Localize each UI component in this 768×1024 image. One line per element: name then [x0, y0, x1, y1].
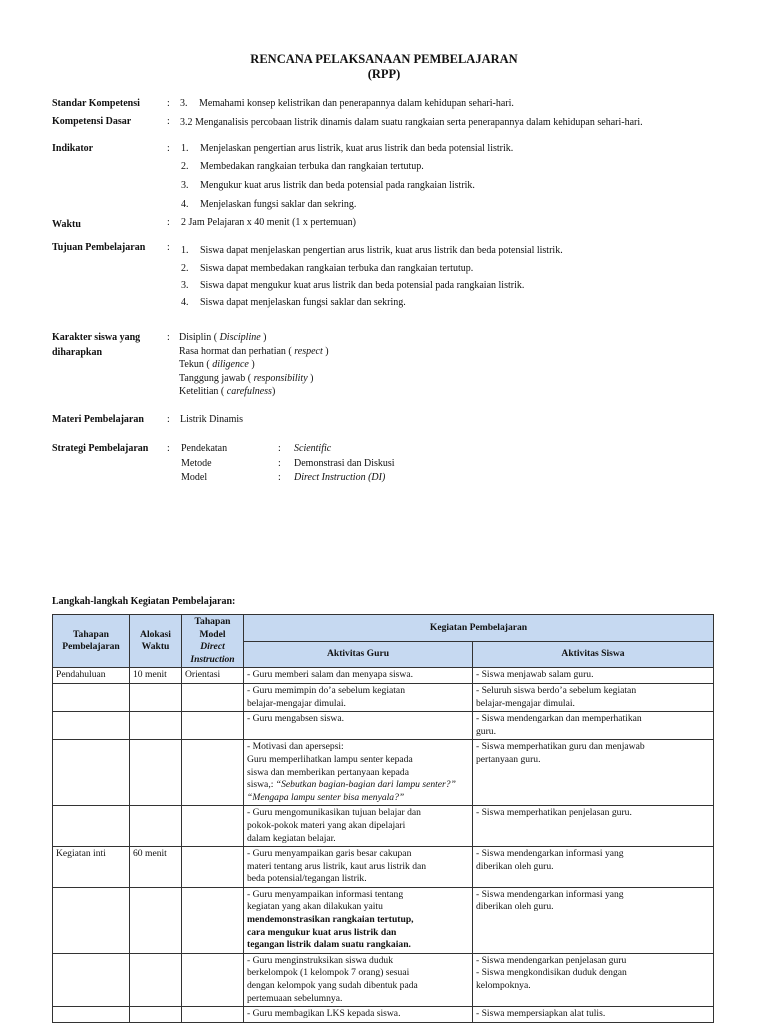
karakter-item: Tekun ( diligence ) [179, 359, 255, 370]
cell-guru: - Guru menyampaikan garis besar cakupan materi tentang arus listrik, kaut arus listrik dan beda potensial/tegangan listrik. [244, 847, 473, 888]
materi-label: Materi Pembelajaran [52, 414, 144, 425]
cell-tahapan [53, 1007, 130, 1023]
cell-waktu: 10 menit [130, 668, 182, 684]
cell-siswa: - Siswa memperhatikan guru dan menjawab pertanyaan guru. [473, 740, 714, 806]
strategi-key: Metode [181, 458, 212, 469]
cell-waktu: 60 menit [130, 847, 182, 888]
tujuan-label: Tujuan Pembelajaran [52, 242, 146, 253]
strategi-key: Pendekatan [181, 443, 228, 454]
cell-tahapan [53, 806, 130, 847]
cell-model [182, 953, 244, 1006]
karakter-label-2: diharapkan [52, 347, 103, 358]
strategi-value: Scientific [294, 443, 332, 454]
karakter-item: Rasa hormat dan perhatian ( respect ) [179, 346, 329, 357]
kompetensi-text: 3.2 Menganalisis percobaan listrik dinamis dalam suatu rangkaian serta penerapannya dalam kehidupan sehari-hari. [180, 117, 643, 128]
table-row [53, 1007, 714, 1023]
karakter-label: Karakter siswa yang [52, 332, 141, 343]
cell-siswa: - Siswa mendengarkan dan memperhatikan guru. [473, 712, 714, 740]
indikator-item: Mengukur kuat arus listrik dan beda potensial pada rangkaian listrik. [200, 180, 475, 191]
header-siswa: Aktivitas Siswa [473, 641, 714, 668]
header-tahapan: Tahapan Pembelajaran [53, 615, 130, 668]
colon: : [278, 443, 281, 454]
cell-guru: - Motivasi dan apersepsi: Guru memperlihatkan lampu senter kepada siswa dan memberikan pertanyaan kepada siswa,: “Sebutkan bagian-bagian dari lampu senter?” “Mengapa lampu senter bisa menyala?” [244, 740, 473, 806]
indikator-item: Membedakan rangkaian terbuka dan rangkaian tertutup. [200, 161, 424, 172]
tujuan-num: 1. [181, 245, 189, 256]
materi-text: Listrik Dinamis [180, 414, 244, 425]
cell-siswa: - Siswa memperhatikan penjelasan guru. [473, 806, 714, 847]
cell-waktu [130, 712, 182, 740]
colon: : [167, 143, 170, 154]
colon: : [278, 458, 281, 469]
tujuan-num: 3. [181, 280, 189, 291]
kompetensi-label: Kompetensi Dasar [52, 116, 132, 127]
cell-guru: - Guru mengomunikasikan tujuan belajar dan pokok-pokok materi yang akan dipelajari dalam kegiatan belajar. [244, 806, 473, 847]
cell-guru: - Guru memimpin do’a sebelum kegiatan belajar-mengajar dimulai. [244, 683, 473, 711]
cell-model [182, 712, 244, 740]
langkah-heading: Langkah-langkah Kegiatan Pembelajaran: [52, 596, 236, 607]
cell-model [182, 847, 244, 888]
strategi-key: Model [181, 472, 208, 483]
karakter-item: Tanggung jawab ( responsibility ) [179, 373, 314, 384]
karakter-item: Ketelitian ( carefulness) [179, 386, 276, 397]
document-title: RENCANA PELAKSANAAN PEMBELAJARAN [250, 52, 518, 66]
standar-text: Memahami konsep kelistrikan dan penerapannya dalam kehidupan sehari-hari. [199, 98, 514, 109]
cell-model [182, 1007, 244, 1023]
tujuan-item: Siswa dapat menjelaskan pengertian arus listrik, kuat arus listrik dan beda potensial listrik. [200, 245, 563, 256]
colon: : [167, 414, 170, 425]
tujuan-item: Siswa dapat mengukur kuat arus listrik dan beda potensial pada rangkaian listrik. [200, 280, 525, 291]
header-alokasi: Alokasi Waktu [130, 615, 182, 668]
strategi-label: Strategi Pembelajaran [52, 443, 149, 454]
table-row [53, 847, 714, 888]
cell-siswa: - Seluruh siswa berdo’a sebelum kegiatan belajar-mengajar dimulai. [473, 683, 714, 711]
indikator-item: Menjelaskan pengertian arus listrik, kuat arus listrik dan beda potensial listrik. [200, 143, 514, 154]
indikator-num: 1. [181, 143, 189, 154]
tujuan-item: Siswa dapat menjelaskan fungsi saklar dan sekring. [200, 297, 406, 308]
cell-guru: - Guru memberi salam dan menyapa siswa. [244, 668, 473, 684]
cell-waktu [130, 740, 182, 806]
cell-siswa: - Siswa menjawab salam guru. [473, 668, 714, 684]
cell-tahapan: Pendahuluan [53, 668, 130, 684]
table-row [53, 668, 714, 684]
cell-tahapan [53, 887, 130, 953]
colon: : [278, 472, 281, 483]
waktu-text: 2 Jam Pelajaran x 40 menit (1 x pertemuan) [181, 217, 356, 228]
cell-tahapan [53, 683, 130, 711]
colon: : [167, 332, 170, 343]
cell-siswa: - Siswa mendengarkan penjelasan guru - Siswa mengkondisikan duduk dengan kelompoknya. [473, 953, 714, 1006]
cell-guru: - Guru menginstruksikan siswa duduk berkelompok (1 kelompok 7 orang) sesuai dengan kelompok yang sudah dibentuk pada pertemuaan sebelumnya. [244, 953, 473, 1006]
document-subtitle: (RPP) [367, 67, 401, 81]
karakter-item: Disiplin ( Discipline ) [179, 332, 267, 343]
indikator-label: Indikator [52, 143, 94, 154]
table-row [53, 953, 714, 1006]
cell-model [182, 806, 244, 847]
indikator-num: 3. [181, 180, 189, 191]
waktu-label: Waktu [52, 219, 81, 230]
cell-waktu [130, 683, 182, 711]
tujuan-item: Siswa dapat membedakan rangkaian terbuka dan rangkaian tertutup. [200, 263, 474, 274]
header-model: Tahapan Model Direct Instruction [182, 615, 244, 668]
cell-waktu [130, 953, 182, 1006]
table-row [53, 806, 714, 847]
header-guru: Aktivitas Guru [244, 641, 473, 668]
table-row [53, 887, 714, 953]
cell-model [182, 740, 244, 806]
table-row [53, 712, 714, 740]
indikator-num: 2. [181, 161, 189, 172]
standar-number: 3. [180, 98, 188, 109]
colon: : [167, 443, 170, 454]
cell-guru: - Guru membagikan LKS kepada siswa. [244, 1007, 473, 1023]
cell-siswa: - Siswa mendengarkan informasi yang diberikan oleh guru. [473, 887, 714, 953]
cell-model: Orientasi [182, 668, 244, 684]
colon: : [167, 217, 170, 228]
cell-siswa: - Siswa mendengarkan informasi yang diberikan oleh guru. [473, 847, 714, 888]
cell-tahapan [53, 712, 130, 740]
standar-label: Standar Kompetensi [52, 98, 140, 109]
cell-tahapan [53, 953, 130, 1006]
cell-waktu [130, 1007, 182, 1023]
tujuan-num: 2. [181, 263, 189, 274]
colon: : [167, 242, 170, 253]
cell-waktu [130, 887, 182, 953]
strategi-value: Demonstrasi dan Diskusi [294, 458, 395, 469]
cell-guru: - Guru menyampaikan informasi tentang kegiatan yang akan dilakukan yaitu mendemonstrasikan rangkaian tertutup, cara mengukur kuat arus listrik dan tegangan listrik dalam suatu rangkaian. [244, 887, 473, 953]
kegiatan-table [52, 614, 714, 1023]
cell-guru: - Guru mengabsen siswa. [244, 712, 473, 740]
cell-siswa: - Siswa mempersiapkan alat tulis. [473, 1007, 714, 1023]
colon: : [167, 116, 170, 127]
table-row [53, 683, 714, 711]
header-kegiatan: Kegiatan Pembelajaran [244, 615, 714, 642]
indikator-item: Menjelaskan fungsi saklar dan sekring. [200, 199, 357, 210]
cell-model [182, 683, 244, 711]
cell-tahapan: Kegiatan inti [53, 847, 130, 888]
cell-waktu [130, 806, 182, 847]
cell-tahapan [53, 740, 130, 806]
indikator-num: 4. [181, 199, 189, 210]
table-row [53, 740, 714, 806]
cell-model [182, 887, 244, 953]
colon: : [167, 98, 170, 109]
strategi-value: Direct Instruction (DI) [294, 472, 386, 483]
tujuan-num: 4. [181, 297, 189, 308]
